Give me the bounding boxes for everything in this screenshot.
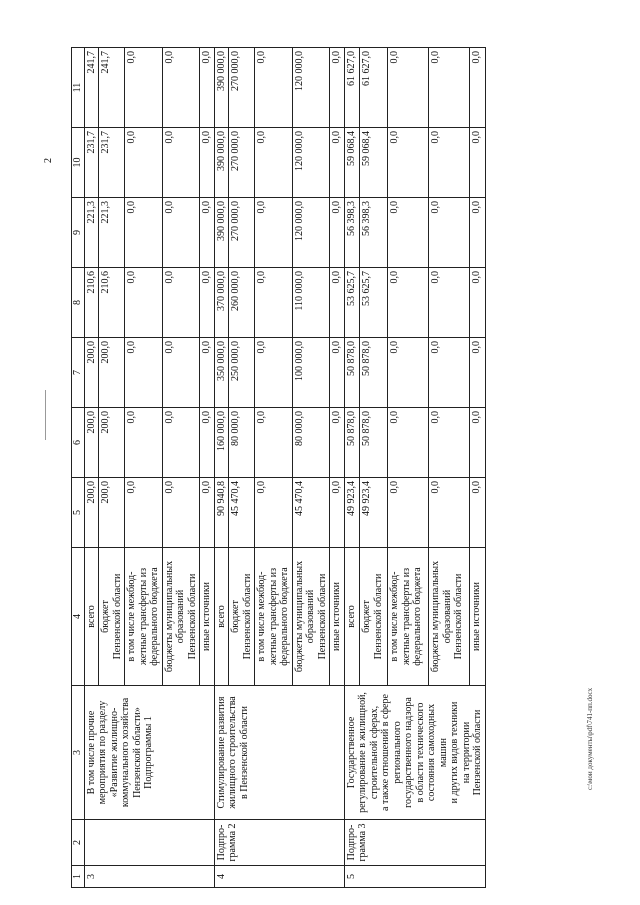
amount-cell: 59 068,4 <box>344 128 360 198</box>
program-cell <box>84 820 214 866</box>
description-cell: Государственное регулирование в жилищной, строительной сферах, а также отношений в сфере регионального государственного надзора в области технического состояния самоходных машин и других видов техники на территории Пензенской области <box>344 686 485 820</box>
amount-cell: 210,6 <box>99 268 125 338</box>
amount-cell: 0,0 <box>200 128 215 198</box>
amount-cell: 0,0 <box>429 268 470 338</box>
column-header: 8 <box>72 268 85 338</box>
amount-cell: 0,0 <box>469 48 485 128</box>
funding-source-cell: иные источники <box>200 548 215 686</box>
amount-cell: 0,0 <box>429 478 470 548</box>
column-header: 7 <box>72 338 85 408</box>
row-number-cell: 5 <box>344 866 485 888</box>
amount-cell: 110 000,0 <box>292 268 330 338</box>
funding-source-cell: всего <box>344 548 360 686</box>
amount-cell: 90 940,8 <box>214 478 229 548</box>
amount-cell: 50 878,0 <box>360 408 388 478</box>
amount-cell: 390 000,0 <box>214 198 229 268</box>
funding-source-cell: бюджет Пензенской области <box>360 548 388 686</box>
amount-cell: 50 878,0 <box>360 338 388 408</box>
amount-cell: 56 398,3 <box>360 198 388 268</box>
amount-cell: 0,0 <box>162 48 200 128</box>
amount-cell: 120 000,0 <box>292 48 330 128</box>
amount-cell: 0,0 <box>388 48 429 128</box>
amount-cell: 231,7 <box>84 128 99 198</box>
amount-cell: 0,0 <box>429 198 470 268</box>
funding-source-cell: бюджет Пензенской области <box>99 548 125 686</box>
amount-cell: 0,0 <box>469 408 485 478</box>
amount-cell: 0,0 <box>255 338 293 408</box>
description-cell: В том числе прочие мероприятия по разделу «Развитие жилищно- коммунального хозяйства Пензенской области» Подпрограммы 1 <box>84 686 214 820</box>
amount-cell: 80 000,0 <box>229 408 255 478</box>
amount-cell: 0,0 <box>330 478 345 548</box>
row-number-cell: 3 <box>84 866 214 888</box>
amount-cell: 0,0 <box>469 128 485 198</box>
amount-cell: 0,0 <box>330 48 345 128</box>
description-cell: Стимулирование развития жилищного строительства в Пензенской области <box>214 686 344 820</box>
amount-cell: 0,0 <box>330 198 345 268</box>
rotated-table-container <box>71 48 638 888</box>
amount-cell: 0,0 <box>125 268 163 338</box>
amount-cell: 200,0 <box>84 478 99 548</box>
amount-cell: 45 470,4 <box>292 478 330 548</box>
amount-cell: 0,0 <box>125 478 163 548</box>
amount-cell: 200,0 <box>84 338 99 408</box>
amount-cell: 120 000,0 <box>292 198 330 268</box>
funding-source-cell: всего <box>214 548 229 686</box>
amount-cell: 390 000,0 <box>214 48 229 128</box>
table-row <box>214 48 229 888</box>
amount-cell: 0,0 <box>200 268 215 338</box>
amount-cell: 0,0 <box>330 338 345 408</box>
page-number: 2 <box>43 158 54 163</box>
amount-cell: 231,7 <box>99 128 125 198</box>
column-header: 1 <box>72 866 85 888</box>
amount-cell: 0,0 <box>255 408 293 478</box>
amount-cell: 0,0 <box>429 338 470 408</box>
funding-source-cell: в том числе межбюд- жетные трансферты из федерального бюджета <box>388 548 429 686</box>
amount-cell: 0,0 <box>330 268 345 338</box>
amount-cell: 0,0 <box>469 268 485 338</box>
amount-cell: 260 000,0 <box>229 268 255 338</box>
amount-cell: 61 627,0 <box>344 48 360 128</box>
amount-cell: 0,0 <box>330 408 345 478</box>
header-row <box>72 48 85 888</box>
amount-cell: 59 068,4 <box>360 128 388 198</box>
column-header: 2 <box>72 820 85 866</box>
funding-source-cell: иные источники <box>330 548 345 686</box>
amount-cell: 0,0 <box>200 478 215 548</box>
amount-cell: 270 000,0 <box>229 48 255 128</box>
amount-cell: 270 000,0 <box>229 128 255 198</box>
amount-cell: 50 878,0 <box>344 338 360 408</box>
amount-cell: 350 000,0 <box>214 338 229 408</box>
amount-cell: 221,3 <box>99 198 125 268</box>
amount-cell: 270 000,0 <box>229 198 255 268</box>
amount-cell: 49 923,4 <box>360 478 388 548</box>
amount-cell: 390 000,0 <box>214 128 229 198</box>
funding-source-cell: в том числе межбюд- жетные трансферты из федерального бюджета <box>125 548 163 686</box>
table-row <box>344 48 360 888</box>
column-header: 10 <box>72 128 85 198</box>
amount-cell: 0,0 <box>429 408 470 478</box>
amount-cell: 0,0 <box>388 338 429 408</box>
funding-source-cell: бюджеты муниципальных образований Пензенской области <box>162 548 200 686</box>
amount-cell: 100 000,0 <box>292 338 330 408</box>
amount-cell: 0,0 <box>429 48 470 128</box>
footer-file-path: c:\мои документы\pdf\741-пп.docx <box>586 687 594 790</box>
amount-cell: 53 625,7 <box>344 268 360 338</box>
amount-cell: 0,0 <box>162 268 200 338</box>
amount-cell: 0,0 <box>200 338 215 408</box>
funding-source-cell: в том числе межбюд- жетные трансферты из федерального бюджета <box>255 548 293 686</box>
column-header: 9 <box>72 198 85 268</box>
amount-cell: 0,0 <box>125 128 163 198</box>
amount-cell: 45 470,4 <box>229 478 255 548</box>
amount-cell: 0,0 <box>388 408 429 478</box>
funding-source-cell: бюджет Пензенской области <box>229 548 255 686</box>
amount-cell: 200,0 <box>99 338 125 408</box>
row-number-cell: 4 <box>214 866 344 888</box>
amount-cell: 53 625,7 <box>360 268 388 338</box>
amount-cell: 0,0 <box>162 478 200 548</box>
amount-cell: 200,0 <box>99 478 125 548</box>
amount-cell: 0,0 <box>255 268 293 338</box>
amount-cell: 80 000,0 <box>292 408 330 478</box>
amount-cell: 0,0 <box>162 408 200 478</box>
amount-cell: 61 627,0 <box>360 48 388 128</box>
amount-cell: 0,0 <box>125 48 163 128</box>
amount-cell: 0,0 <box>469 478 485 548</box>
amount-cell: 0,0 <box>469 198 485 268</box>
column-header: 11 <box>72 48 85 128</box>
amount-cell: 56 398,3 <box>344 198 360 268</box>
amount-cell: 221,3 <box>84 198 99 268</box>
column-header: 3 <box>72 686 85 820</box>
amount-cell: 210,6 <box>84 268 99 338</box>
amount-cell: 49 923,4 <box>344 478 360 548</box>
amount-cell: 0,0 <box>255 48 293 128</box>
funding-source-cell: всего <box>84 548 99 686</box>
divider-line <box>45 390 46 440</box>
amount-cell: 160 000,0 <box>214 408 229 478</box>
amount-cell: 0,0 <box>255 198 293 268</box>
program-cell: Подпро- грамма 3 <box>344 820 485 866</box>
funding-source-cell: бюджеты муниципальных образований Пензенской области <box>429 548 470 686</box>
amount-cell: 0,0 <box>162 198 200 268</box>
amount-cell: 0,0 <box>125 408 163 478</box>
amount-cell: 0,0 <box>125 198 163 268</box>
amount-cell: 200,0 <box>99 408 125 478</box>
amount-cell: 200,0 <box>84 408 99 478</box>
amount-cell: 0,0 <box>388 128 429 198</box>
amount-cell: 120 000,0 <box>292 128 330 198</box>
amount-cell: 50 878,0 <box>344 408 360 478</box>
amount-cell: 0,0 <box>255 128 293 198</box>
column-header: 4 <box>72 548 85 686</box>
table-row <box>84 48 99 888</box>
amount-cell: 241,7 <box>99 48 125 128</box>
table-body <box>84 48 485 888</box>
amount-cell: 0,0 <box>200 198 215 268</box>
amount-cell: 0,0 <box>330 128 345 198</box>
amount-cell: 0,0 <box>200 408 215 478</box>
amount-cell: 0,0 <box>200 48 215 128</box>
amount-cell: 370 000,0 <box>214 268 229 338</box>
amount-cell: 0,0 <box>162 338 200 408</box>
column-header: 5 <box>72 478 85 548</box>
funding-source-cell: иные источники <box>469 548 485 686</box>
amount-cell: 0,0 <box>429 128 470 198</box>
amount-cell: 250 000,0 <box>229 338 255 408</box>
program-cell: Подпро- грамма 2 <box>214 820 344 866</box>
column-header: 6 <box>72 408 85 478</box>
amount-cell: 0,0 <box>162 128 200 198</box>
amount-cell: 0,0 <box>388 198 429 268</box>
amount-cell: 0,0 <box>388 268 429 338</box>
funding-source-cell: бюджеты муниципальных образований Пензенской области <box>292 548 330 686</box>
amount-cell: 0,0 <box>469 338 485 408</box>
amount-cell: 0,0 <box>388 478 429 548</box>
budget-table <box>71 47 486 888</box>
amount-cell: 241,7 <box>84 48 99 128</box>
amount-cell: 0,0 <box>125 338 163 408</box>
amount-cell: 0,0 <box>255 478 293 548</box>
